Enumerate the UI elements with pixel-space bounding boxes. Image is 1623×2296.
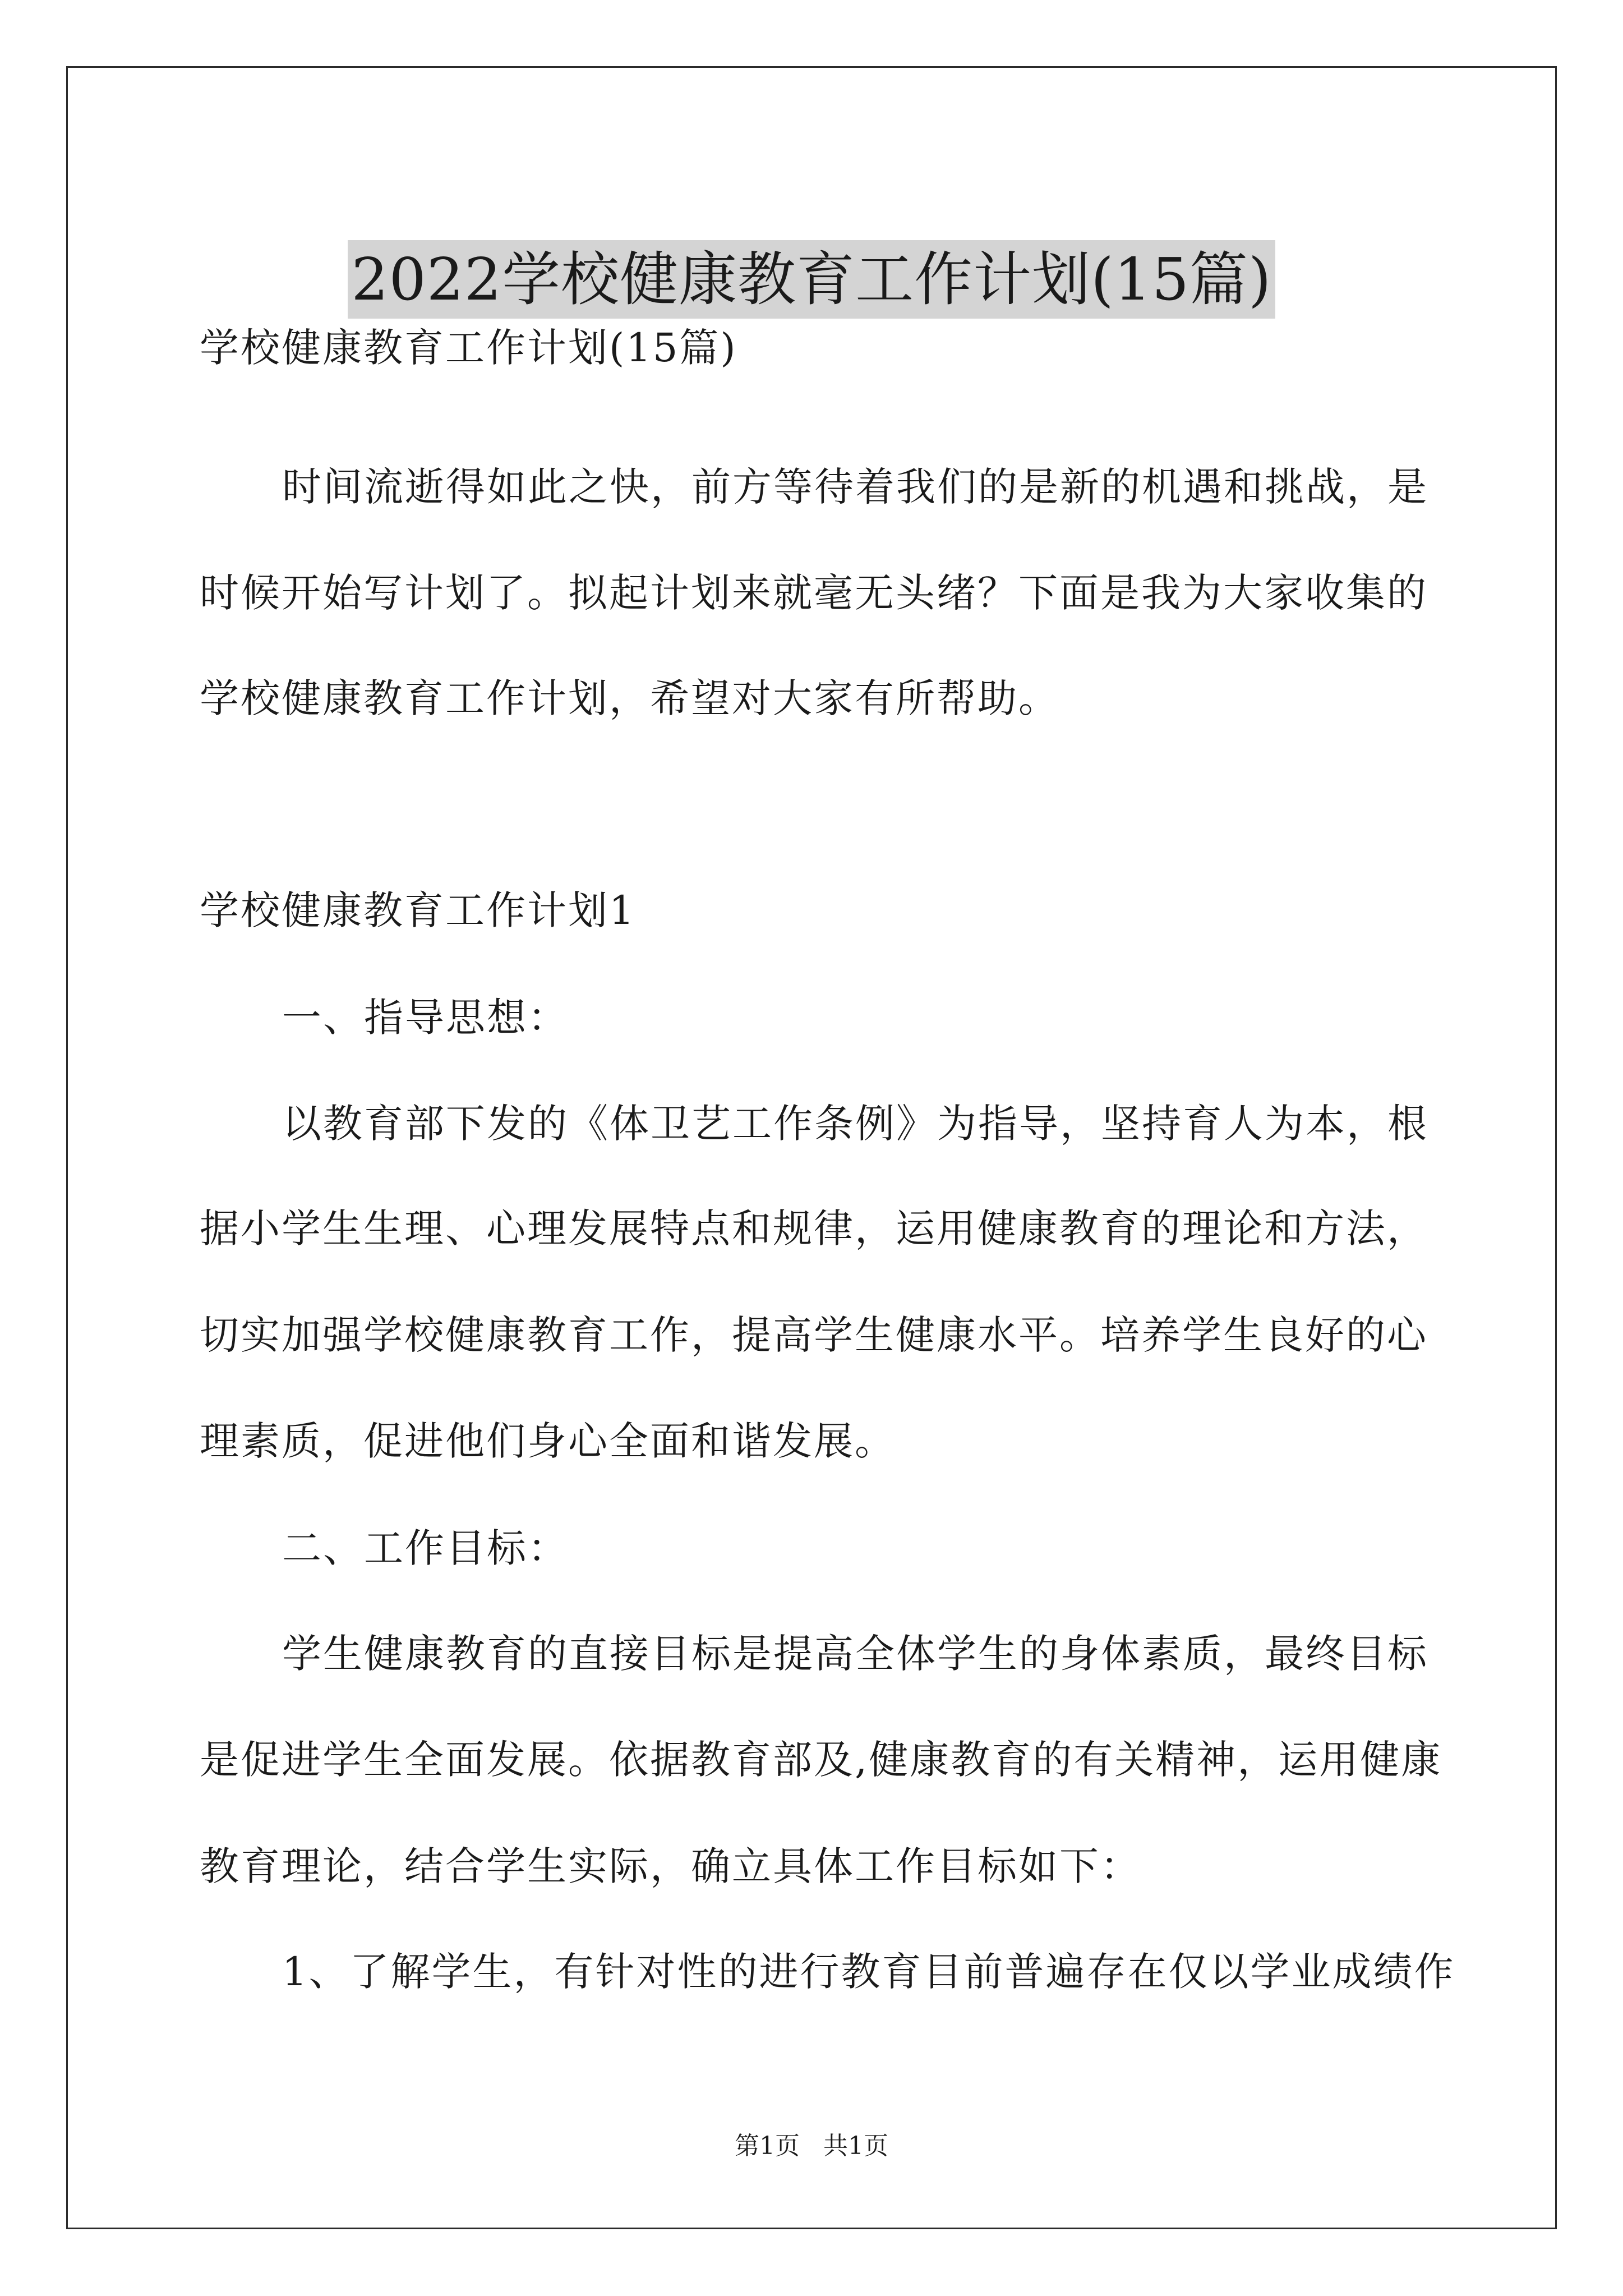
paragraph-line-1: 以教育部下发的《体卫艺工作条例》为指导，坚持育人为本，根 xyxy=(282,1101,1428,1147)
intro-line-3: 学校健康教育工作计划，希望对大家有所帮助。 xyxy=(200,675,1059,721)
subtitle-line: 学校健康教育工作计划(15篇) xyxy=(200,325,737,371)
intro-line-1: 时间流逝得如此之快，前方等待着我们的是新的机遇和挑战，是 xyxy=(282,464,1428,510)
paragraph-line-6: 是促进学生全面发展。依据教育部及,健康教育的有关精神，运用健康 xyxy=(200,1737,1442,1783)
heading-guiding-ideology: 一、指导思想： xyxy=(282,995,569,1041)
list-item-1: 1、了解学生，有针对性的进行教育目前普遍存在仅以学业成绩作 xyxy=(282,1949,1455,1995)
section-heading-plan-1: 学校健康教育工作计划1 xyxy=(200,887,636,933)
paragraph-line-5: 学生健康教育的直接目标是提高全体学生的身体素质，最终目标 xyxy=(282,1631,1428,1677)
paragraph-line-2: 据小学生生理、心理发展特点和规律，运用健康教育的理论和方法， xyxy=(200,1205,1428,1251)
intro-line-2: 时候开始写计划了。拟起计划来就毫无头绪？下面是我为大家收集的 xyxy=(200,570,1428,616)
paragraph-line-4: 理素质，促进他们身心全面和谐发展。 xyxy=(200,1418,896,1464)
page-footer: 第1页 共1页 xyxy=(735,2132,888,2160)
heading-work-goals: 二、工作目标： xyxy=(282,1525,569,1571)
paragraph-line-3: 切实加强学校健康教育工作，提高学生健康水平。培养学生良好的心 xyxy=(200,1312,1428,1358)
paragraph-line-7: 教育理论，结合学生实际，确立具体工作目标如下： xyxy=(200,1843,1141,1889)
document-title: 2022学校健康教育工作计划(15篇) xyxy=(348,240,1275,319)
